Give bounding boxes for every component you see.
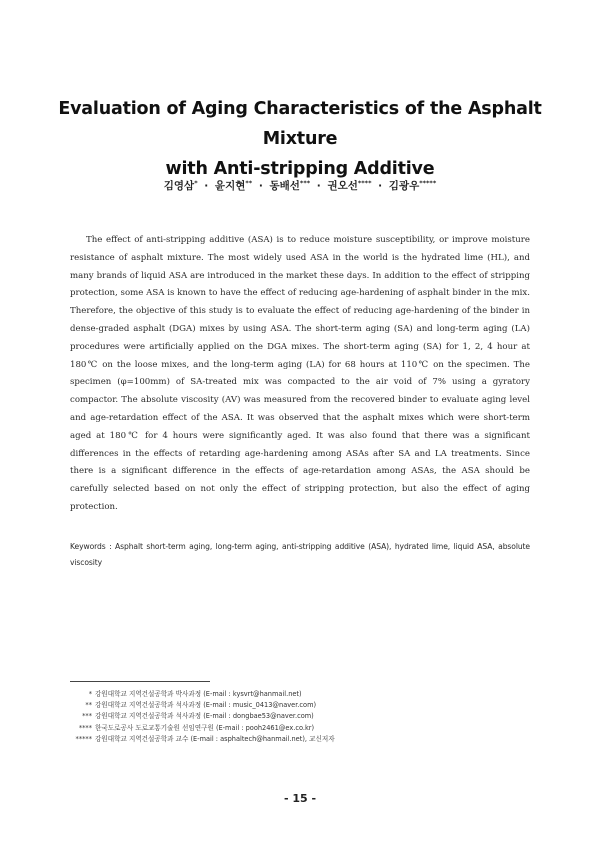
author-mark: ***** — [419, 179, 437, 187]
footnote-mark: ***** — [75, 734, 92, 743]
footnote-text: 강원대학교 지역건설공학과 박사과정 (E-mail : kysvrt@hanmail.net) — [95, 690, 302, 698]
footnote-mark: ** — [85, 701, 92, 710]
footnote-mark: *** — [82, 712, 92, 721]
paper-title — [40, 94, 560, 184]
author-name: 김영삼 — [163, 180, 195, 192]
footnote-divider — [70, 681, 210, 682]
footnote-item — [62, 734, 542, 745]
title-line-1: Evaluation of Aging Characteristics of the Asphalt Mixture — [58, 99, 542, 149]
author-name: 동배선 — [269, 180, 300, 192]
author-mark: *** — [299, 179, 311, 187]
footnote-mark: **** — [78, 723, 92, 732]
footnote-text: 한국도로공사 도로교통기술원 선임연구원 (E-mail : pooh2461@ex.co.kr) — [95, 723, 315, 732]
footnote-item — [62, 711, 542, 722]
title-line-2: with Anti-stripping Additive — [165, 159, 435, 179]
author-separator: · — [316, 180, 321, 192]
footnote-item — [62, 723, 542, 734]
author-separator: · — [258, 180, 263, 192]
author-mark: * — [194, 179, 198, 187]
footnote-list — [62, 689, 542, 745]
author-list — [60, 178, 540, 194]
footnote-text: 강원대학교 지역건설공학과 석사과정 (E-mail : dongbae53@naver.com) — [95, 712, 314, 721]
footnote-text: 강원대학교 지역건설공학과 석사과정 (E-mail : music_0413@naver.com) — [95, 701, 317, 710]
keywords: Keywords : Asphalt short-term aging, long-term aging, anti-stripping additive (ASA), hydrated lime, liquid ASA, absolute viscosity — [70, 542, 530, 567]
footnote-item — [62, 700, 542, 711]
author-name: 윤지현 — [214, 180, 246, 192]
author-separator: · — [204, 180, 209, 192]
author-name: 김광우 — [388, 180, 420, 192]
author-separator: · — [378, 180, 383, 192]
footnote-mark: * — [88, 690, 92, 698]
author-mark: **** — [357, 179, 372, 187]
page-number: - 15 - — [283, 792, 317, 805]
author-mark: ** — [245, 179, 253, 187]
footnote-item — [62, 689, 542, 700]
author-name: 권오선 — [327, 180, 358, 192]
abstract-text: The effect of anti-stripping additive (ASA) is to reduce moisture susceptibility, or improve moisture resistance of asphalt mixture. The most widely used ASA in the world is the hydrated lime (HL), and many brands of liquid ASA are introduced in the market these days. In addition to the effect of stripping protection, some ASA is known to have the effect of reducing age-hardening of asphalt binder in the mix. Therefore, the objective of this study is to evaluate the effect of reducing age-hardening of the binder in dense-graded asphalt (DGA) mixes by using ASA. The short-term aging (SA) and long-term aging (LA) procedures were artificially applied on the DGA mixes. The short-term aging (SA) for 1, 2, 4 hour at 180℃ on the loose mixes, and the long-term aging (LA) for 68 hours at 110℃ on the specimen. The specimen (φ=100mm) of SA-treated mix was compacted to the air void of 7% using a gyratory compactor. The absolute viscosity (AV) was measured from the recovered binder to evaluate aging level and age-retardation effect of the ASA. It was observed that the asphalt mixes which were short-term aged at 180℃ for 4 hours were significantly aged. It was also found that there was a significant differences in the effects of retarding age-hardening among ASAs after SA and LA treatments. Since there is a significant difference in the effects of age-retardation among ASAs, the ASA should be carefully selected based on not only the effect of stripping protection, but also the effect of aging protection. — [70, 235, 530, 512]
footnote-text: 강원대학교 지역건설공학과 교수 (E-mail : asphaltech@hanmail.net), 교신저자 — [95, 734, 335, 743]
